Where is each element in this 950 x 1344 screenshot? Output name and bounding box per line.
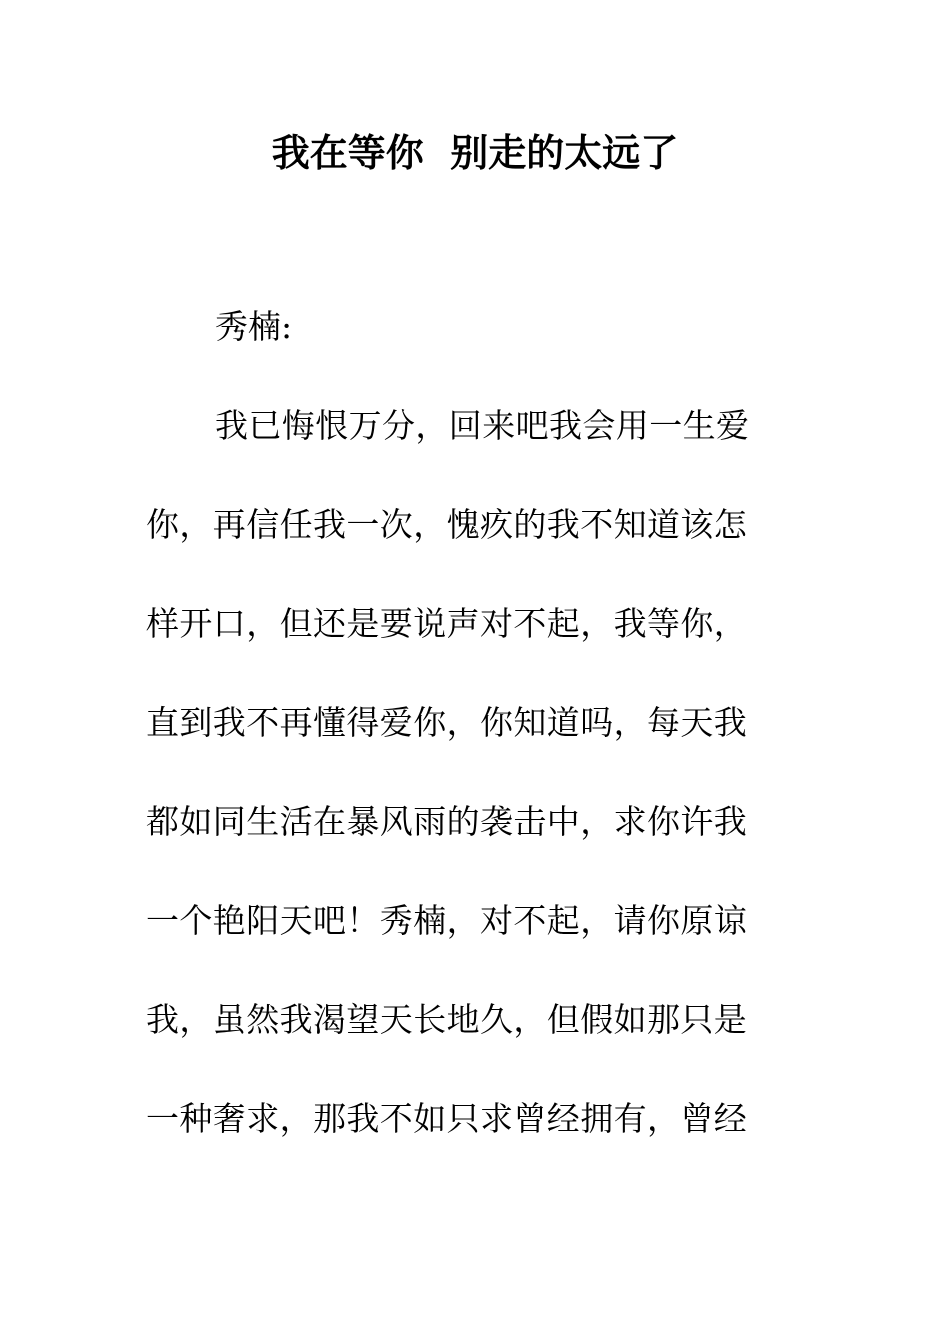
- body-line: 直到我不再懂得爱你，你知道吗，每天我: [146, 703, 748, 742]
- body-line: 一种奢求，那我不如只求曾经拥有，曾经: [146, 1099, 748, 1138]
- body-line: 样开口，但还是要说声对不起，我等你，: [146, 604, 748, 643]
- body-line: 都如同生活在暴风雨的袭击中，求你许我: [146, 802, 748, 841]
- body-line: 一个艳阳天吧！秀楠，对不起，请你原谅: [146, 901, 748, 940]
- document-title: 我在等你 别走的太远了: [271, 131, 679, 175]
- salutation: 秀楠:: [215, 307, 293, 346]
- body-line: 我，虽然我渴望天长地久，但假如那只是: [146, 1000, 748, 1039]
- body-line: 我已悔恨万分，回来吧我会用一生爱: [215, 406, 750, 445]
- body-line: 你，再信任我一次，愧疚的我不知道该怎: [146, 505, 748, 544]
